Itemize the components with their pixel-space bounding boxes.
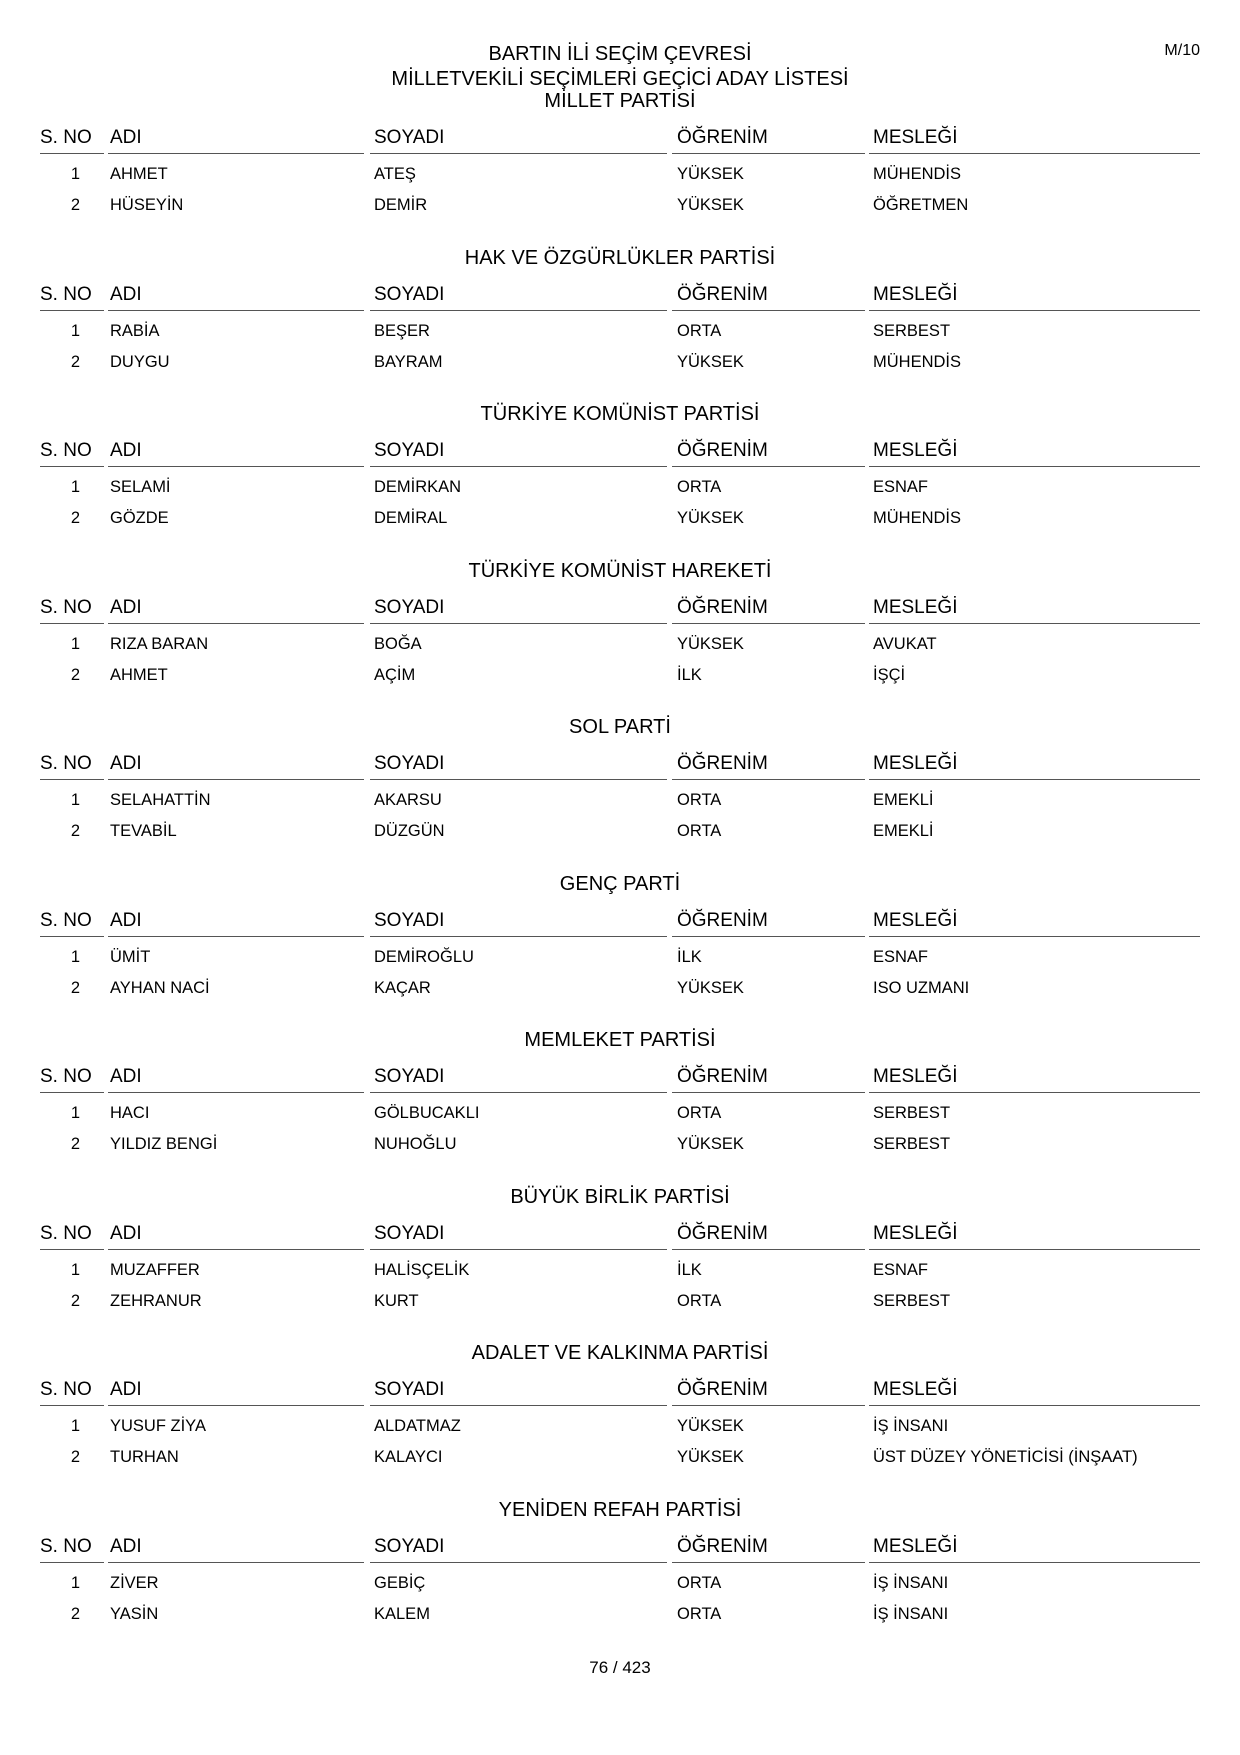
cell-education: ORTA: [677, 1573, 722, 1592]
col-header-surname: SOYADI: [374, 1379, 445, 1400]
candidate-row: [0, 476, 1240, 498]
cell-education: ORTA: [677, 1291, 722, 1310]
party-section: [0, 1028, 1240, 1185]
cell-surname: DEMİRAL: [374, 509, 448, 527]
party-title: ADALET VE KALKINMA PARTİSİ: [471, 1342, 769, 1364]
cell-occupation: AVUKAT: [873, 634, 937, 653]
candidate-row: [0, 789, 1240, 811]
cell-name: ZİVER: [110, 1573, 159, 1592]
cell-no: 1: [70, 634, 80, 653]
col-header-no: S. NO: [40, 440, 92, 461]
cell-occupation: EMEKLİ: [873, 791, 934, 809]
column-divider: [672, 623, 865, 624]
col-header-surname: SOYADI: [374, 1535, 445, 1557]
cell-occupation: ISO UZMANI: [873, 978, 970, 997]
cell-no: 2: [70, 352, 80, 371]
cell-occupation: SERBEST: [873, 1291, 951, 1310]
col-header-name: ADI: [110, 753, 142, 774]
candidate-row: [0, 1572, 1240, 1594]
cell-surname: NUHOĞLU: [374, 1135, 457, 1153]
cell-occupation: ESNAF: [873, 1260, 929, 1279]
cell-no: 2: [70, 822, 80, 840]
column-divider: [869, 310, 1200, 311]
col-header-education: ÖĞRENİM: [677, 127, 768, 148]
column-divider: [40, 1405, 104, 1406]
column-divider: [40, 153, 104, 154]
col-header-occupation: MESLEĞİ: [873, 1066, 958, 1087]
cell-surname: DEMİR: [374, 196, 428, 214]
column-divider: [672, 936, 865, 937]
column-divider: [672, 310, 865, 311]
cell-education: YÜKSEK: [677, 1417, 744, 1435]
cell-name: TURHAN: [110, 1448, 179, 1466]
column-divider: [40, 466, 104, 467]
cell-no: 2: [70, 509, 80, 527]
column-divider: [869, 1249, 1200, 1250]
cell-education: İLK: [677, 947, 702, 966]
candidate-row: [0, 1415, 1240, 1437]
cell-name: YUSUF ZİYA: [110, 1417, 206, 1435]
cell-no: 2: [70, 1135, 80, 1153]
cell-name: SELAMİ: [110, 478, 171, 496]
column-divider: [370, 466, 667, 467]
column-divider: [672, 1405, 865, 1406]
cell-no: 1: [70, 947, 80, 966]
party-section: [0, 1185, 1240, 1342]
col-header-no: S. NO: [40, 1535, 92, 1557]
column-divider: [869, 1092, 1200, 1093]
cell-occupation: İŞ İNSANI: [873, 1417, 949, 1435]
party-title: BÜYÜK BİRLİK PARTİSİ: [510, 1185, 730, 1208]
col-header-name: ADI: [110, 1222, 142, 1244]
column-divider: [869, 779, 1200, 780]
cell-occupation: SERBEST: [873, 1135, 951, 1153]
col-header-education: ÖĞRENİM: [677, 1222, 768, 1244]
col-header-surname: SOYADI: [374, 1066, 445, 1087]
col-header-surname: SOYADI: [374, 753, 445, 774]
party-title: TÜRKİYE KOMÜNİST HAREKETİ: [468, 559, 772, 582]
cell-education: ORTA: [677, 822, 722, 840]
cell-surname: BOĞA: [374, 634, 422, 653]
column-divider: [672, 153, 865, 154]
cell-education: İLK: [677, 1260, 702, 1279]
col-header-education: ÖĞRENİM: [677, 283, 768, 305]
cell-name: AYHAN NACİ: [110, 978, 210, 997]
column-divider: [108, 1249, 364, 1250]
col-header-no: S. NO: [40, 1379, 92, 1400]
party-title: TÜRKİYE KOMÜNİST PARTİSİ: [480, 403, 760, 425]
column-divider: [370, 1249, 667, 1250]
col-header-no: S. NO: [40, 596, 92, 618]
column-divider: [40, 779, 104, 780]
cell-no: 2: [70, 978, 80, 997]
column-divider: [108, 1405, 364, 1406]
cell-name: RIZA BARAN: [110, 634, 209, 653]
party-sections: [0, 89, 1240, 1654]
col-header-occupation: MESLEĞİ: [873, 1535, 958, 1557]
column-divider: [672, 779, 865, 780]
column-divider: [40, 1092, 104, 1093]
cell-education: YÜKSEK: [677, 1448, 744, 1466]
column-divider: [370, 153, 667, 154]
column-divider: [40, 310, 104, 311]
col-header-no: S. NO: [40, 127, 92, 148]
col-header-name: ADI: [110, 1066, 142, 1087]
cell-surname: DÜZGÜN: [374, 822, 445, 840]
cell-no: 2: [70, 1604, 80, 1623]
column-divider: [108, 623, 364, 624]
cell-surname: GEBİÇ: [374, 1573, 426, 1592]
cell-name: HACI: [110, 1104, 150, 1122]
cell-name: AHMET: [110, 165, 168, 183]
cell-surname: AÇİM: [374, 665, 416, 684]
column-divider: [108, 936, 364, 937]
header-province: BARTIN İLİ SEÇİM ÇEVRESİ: [488, 43, 752, 65]
party-title: MİLLET PARTİSİ: [544, 90, 696, 112]
column-divider: [370, 623, 667, 624]
cell-no: 1: [70, 478, 80, 496]
cell-education: YÜKSEK: [677, 165, 744, 183]
cell-no: 2: [70, 196, 80, 214]
page-number: 76 / 423: [589, 1658, 651, 1677]
col-header-surname: SOYADI: [374, 440, 445, 461]
col-header-no: S. NO: [40, 283, 92, 305]
col-header-name: ADI: [110, 596, 142, 618]
cell-education: YÜKSEK: [677, 352, 744, 371]
party-section: [0, 715, 1240, 872]
candidate-row: [0, 1290, 1240, 1312]
column-divider: [869, 153, 1200, 154]
column-divider: [672, 1562, 865, 1563]
cell-occupation: EMEKLİ: [873, 822, 934, 840]
cell-no: 1: [70, 1573, 80, 1592]
cell-occupation: ESNAF: [873, 947, 929, 966]
cell-no: 2: [70, 1448, 80, 1466]
candidate-row: [0, 163, 1240, 185]
column-divider: [108, 779, 364, 780]
column-divider: [370, 1562, 667, 1563]
cell-occupation: ÜST DÜZEY YÖNETİCİSİ (İNŞAAT): [873, 1448, 1138, 1466]
col-header-education: ÖĞRENİM: [677, 1535, 768, 1557]
column-divider: [108, 1092, 364, 1093]
cell-education: İLK: [677, 665, 702, 684]
cell-surname: AKARSU: [374, 791, 442, 809]
cell-name: RABİA: [110, 321, 160, 340]
party-title: GENÇ PARTİ: [559, 872, 681, 895]
cell-name: TEVABİL: [110, 822, 177, 840]
column-divider: [370, 936, 667, 937]
column-divider: [672, 1092, 865, 1093]
column-divider: [40, 936, 104, 937]
col-header-name: ADI: [110, 283, 142, 305]
header-list-title: MİLLETVEKİLİ SEÇİMLERİ GEÇİCİ ADAY LİSTESİ: [391, 68, 849, 90]
column-divider: [869, 623, 1200, 624]
cell-education: ORTA: [677, 478, 722, 496]
cell-occupation: SERBEST: [873, 1104, 951, 1122]
col-header-name: ADI: [110, 909, 142, 931]
cell-education: ORTA: [677, 1104, 722, 1122]
candidate-row: [0, 1259, 1240, 1281]
cell-occupation: İŞ İNSANI: [873, 1604, 949, 1623]
col-header-name: ADI: [110, 440, 142, 461]
party-section: [0, 246, 1240, 403]
cell-name: ÜMİT: [110, 947, 151, 966]
cell-surname: HALİSÇELİK: [374, 1260, 470, 1279]
column-divider: [40, 623, 104, 624]
col-header-no: S. NO: [40, 1222, 92, 1244]
cell-name: AHMET: [110, 665, 168, 684]
party-section: [0, 89, 1240, 246]
col-header-occupation: MESLEĞİ: [873, 440, 958, 461]
column-divider: [672, 1249, 865, 1250]
cell-education: YÜKSEK: [677, 1135, 744, 1153]
party-section: [0, 1341, 1240, 1498]
column-divider: [108, 466, 364, 467]
col-header-education: ÖĞRENİM: [677, 909, 768, 931]
col-header-occupation: MESLEĞİ: [873, 909, 958, 931]
cell-surname: ATEŞ: [374, 165, 416, 183]
column-divider: [40, 1249, 104, 1250]
col-header-occupation: MESLEĞİ: [873, 127, 958, 148]
cell-surname: GÖLBUCAKLI: [374, 1104, 480, 1122]
column-divider: [108, 310, 364, 311]
cell-no: 2: [70, 1291, 80, 1310]
cell-surname: BEŞER: [374, 321, 430, 340]
party-section: [0, 1498, 1240, 1655]
party-title: YENİDEN REFAH PARTİSİ: [498, 1498, 742, 1521]
cell-no: 1: [70, 1417, 80, 1435]
col-header-name: ADI: [110, 1535, 142, 1557]
col-header-occupation: MESLEĞİ: [873, 1222, 958, 1244]
col-header-no: S. NO: [40, 1066, 92, 1087]
col-header-surname: SOYADI: [374, 283, 445, 305]
candidate-row: [0, 507, 1240, 529]
cell-surname: KAÇAR: [374, 978, 431, 997]
candidate-row: [0, 194, 1240, 216]
cell-no: 1: [70, 165, 80, 183]
party-title: HAK VE ÖZGÜRLÜKLER PARTİSİ: [464, 246, 776, 269]
cell-occupation: ÖĞRETMEN: [873, 196, 969, 214]
party-title: SOL PARTİ: [569, 716, 671, 738]
col-header-education: ÖĞRENİM: [677, 1066, 768, 1087]
cell-surname: ALDATMAZ: [374, 1417, 461, 1435]
party-section: [0, 872, 1240, 1029]
col-header-surname: SOYADI: [374, 596, 445, 618]
cell-occupation: MÜHENDİS: [873, 165, 962, 183]
cell-name: MUZAFFER: [110, 1260, 200, 1279]
cell-education: ORTA: [677, 1604, 722, 1623]
cell-name: GÖZDE: [110, 509, 169, 527]
col-header-occupation: MESLEĞİ: [873, 596, 958, 618]
cell-education: YÜKSEK: [677, 978, 744, 997]
cell-no: 2: [70, 665, 80, 684]
column-divider: [370, 779, 667, 780]
candidate-row: [0, 1603, 1240, 1625]
col-header-occupation: MESLEĞİ: [873, 1379, 958, 1400]
cell-occupation: ESNAF: [873, 478, 929, 496]
candidate-row: [0, 320, 1240, 342]
col-header-no: S. NO: [40, 909, 92, 931]
party-section: [0, 559, 1240, 716]
candidate-row: [0, 664, 1240, 686]
document-header: [0, 42, 1240, 92]
party-title: MEMLEKET PARTİSİ: [524, 1029, 716, 1051]
candidate-row: [0, 1133, 1240, 1155]
col-header-occupation: MESLEĞİ: [873, 283, 958, 305]
page-code: M/10: [1164, 42, 1200, 59]
cell-no: 1: [70, 1260, 80, 1279]
cell-name: SELAHATTİN: [110, 791, 211, 809]
column-divider: [108, 1562, 364, 1563]
cell-surname: BAYRAM: [374, 352, 443, 371]
cell-name: YASİN: [110, 1604, 159, 1623]
candidate-row: [0, 351, 1240, 373]
column-divider: [869, 466, 1200, 467]
cell-name: HÜSEYİN: [110, 196, 184, 214]
candidate-row: [0, 633, 1240, 655]
col-header-surname: SOYADI: [374, 1222, 445, 1244]
column-divider: [869, 936, 1200, 937]
cell-surname: KURT: [374, 1291, 419, 1310]
col-header-surname: SOYADI: [374, 909, 445, 931]
candidate-row: [0, 820, 1240, 842]
col-header-education: ÖĞRENİM: [677, 753, 768, 774]
column-divider: [869, 1405, 1200, 1406]
column-divider: [869, 1562, 1200, 1563]
col-header-education: ÖĞRENİM: [677, 440, 768, 461]
col-header-education: ÖĞRENİM: [677, 596, 768, 618]
column-divider: [40, 1562, 104, 1563]
col-header-name: ADI: [110, 1379, 142, 1400]
cell-occupation: İŞ İNSANI: [873, 1573, 949, 1592]
cell-surname: DEMİRKAN: [374, 478, 462, 496]
col-header-surname: SOYADI: [374, 127, 445, 148]
cell-surname: KALEM: [374, 1604, 430, 1623]
cell-no: 1: [70, 321, 80, 340]
candidate-row: [0, 977, 1240, 999]
cell-education: ORTA: [677, 321, 722, 340]
cell-no: 1: [70, 1104, 80, 1122]
column-divider: [108, 153, 364, 154]
cell-surname: KALAYCI: [374, 1448, 443, 1466]
candidate-row: [0, 1102, 1240, 1124]
col-header-occupation: MESLEĞİ: [873, 753, 958, 774]
cell-education: ORTA: [677, 791, 722, 809]
column-divider: [370, 1405, 667, 1406]
candidate-row: [0, 1446, 1240, 1468]
column-divider: [370, 1092, 667, 1093]
cell-occupation: MÜHENDİS: [873, 509, 962, 527]
cell-name: ZEHRANUR: [110, 1291, 202, 1310]
candidate-row: [0, 946, 1240, 968]
cell-name: DUYGU: [110, 352, 170, 371]
cell-occupation: İŞÇİ: [873, 665, 906, 684]
cell-name: YILDIZ BENGİ: [110, 1135, 218, 1153]
cell-occupation: SERBEST: [873, 321, 951, 340]
col-header-name: ADI: [110, 127, 142, 148]
col-header-education: ÖĞRENİM: [677, 1379, 768, 1400]
col-header-no: S. NO: [40, 753, 92, 774]
cell-no: 1: [70, 791, 80, 809]
cell-education: YÜKSEK: [677, 196, 744, 214]
cell-education: YÜKSEK: [677, 634, 744, 653]
cell-occupation: MÜHENDİS: [873, 352, 962, 371]
column-divider: [370, 310, 667, 311]
cell-surname: DEMİROĞLU: [374, 947, 474, 966]
column-divider: [672, 466, 865, 467]
party-section: [0, 402, 1240, 559]
cell-education: YÜKSEK: [677, 509, 744, 527]
